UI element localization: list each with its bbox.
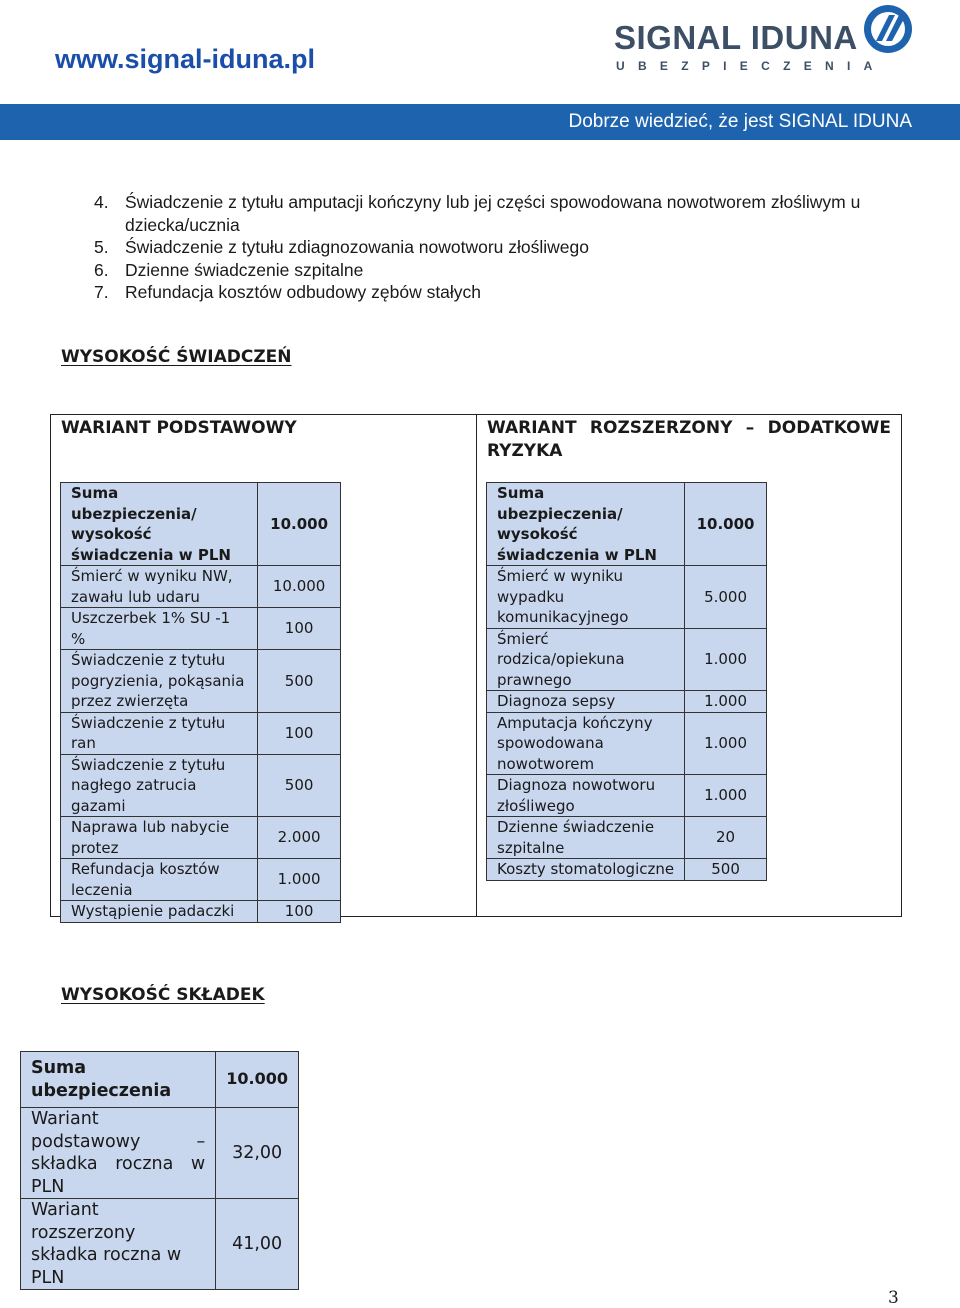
row-label: Śmierć w wyniku NW, zawału lub udaru: [61, 566, 258, 608]
row-value: 1.000: [258, 859, 341, 901]
premiums-header-value: 10.000: [216, 1052, 299, 1108]
table-row: [21, 1199, 299, 1290]
premium-row-value: 41,00: [216, 1199, 299, 1290]
list-item-text: Świadczenie z tytułu amputacji kończyny lub jej części spowodowana nowotworem złośliwym u dziecka/ucznia: [125, 192, 861, 235]
list-item: [94, 191, 924, 236]
table-row: [61, 817, 341, 859]
premiums-heading: WYSOKOŚĆ SKŁADEK: [61, 985, 265, 1005]
row-label: Śmierć w wyniku wypadku komunikacyjnego: [487, 566, 685, 629]
signal-iduna-logo: [612, 5, 922, 77]
tagline-text: Dobrze wiedzieć, że jest SIGNAL IDUNA: [568, 111, 912, 132]
row-label: Świadczenie z tytułu nagłego zatrucia gazami: [61, 754, 258, 817]
basic-header-value: 10.000: [258, 483, 341, 566]
extended-variant-table: [486, 482, 767, 881]
row-label: Diagnoza sepsy: [487, 691, 685, 713]
row-value: 5.000: [685, 566, 767, 629]
extended-header-label: Suma ubezpieczenia/ wysokość świadczenia w PLN: [487, 483, 685, 566]
list-item: [94, 236, 924, 259]
table-row: [487, 775, 767, 817]
row-value: 1.000: [685, 712, 767, 775]
row-label: Świadczenie z tytułu ran: [61, 712, 258, 754]
table-row: [21, 1108, 299, 1199]
site-url[interactable]: www.signal-iduna.pl: [55, 44, 316, 74]
table-row: [61, 650, 341, 713]
premiums-table: [20, 1051, 299, 1290]
list-item-number: 6.: [94, 259, 109, 280]
row-label: Amputacja kończyny spowodowana nowotworem: [487, 712, 685, 775]
row-value: 20: [685, 817, 767, 859]
row-value: 500: [258, 754, 341, 817]
basic-variant-title: WARIANT PODSTAWOWY: [61, 418, 297, 438]
row-value: 1.000: [685, 628, 767, 691]
tagline-banner: [0, 104, 960, 140]
premium-row-label: Wariant podstawowy –składka roczna w PLN: [21, 1108, 216, 1199]
table-row: [487, 566, 767, 629]
list-item: [94, 281, 924, 304]
row-value: 10.000: [258, 566, 341, 608]
table-row: [487, 859, 767, 881]
premium-row-value: 32,00: [216, 1108, 299, 1199]
row-value: 1.000: [685, 691, 767, 713]
table-row: [61, 901, 341, 923]
table-row: [487, 817, 767, 859]
table-row: [21, 1052, 299, 1108]
premiums-header-label: Suma ubezpieczenia: [21, 1052, 216, 1108]
row-value: 100: [258, 712, 341, 754]
table-row: [487, 712, 767, 775]
table-row: [61, 566, 341, 608]
list-item-number: 5.: [94, 237, 109, 257]
row-value: 2.000: [258, 817, 341, 859]
logo-subtitle: UBEZPIECZENIA: [616, 59, 886, 73]
list-item-text: Świadczenie z tytułu zdiagnozowania nowotworu złośliwego: [125, 237, 590, 257]
row-value: 100: [258, 901, 341, 923]
basic-variant-table: [60, 482, 341, 923]
row-label: Śmierć rodzica/opiekuna prawnego: [487, 628, 685, 691]
table-row: [61, 859, 341, 901]
table-row: [61, 608, 341, 650]
row-label: Uszczerbek 1% SU -1 %: [61, 608, 258, 650]
list-item-text: Refundacja kosztów odbudowy zębów stałych: [125, 282, 482, 302]
extended-header-value: 10.000: [685, 483, 767, 566]
page-number: 3: [888, 1288, 899, 1308]
row-value: 100: [258, 608, 341, 650]
column-divider: [476, 415, 477, 916]
table-row: [61, 712, 341, 754]
list-item: [94, 259, 924, 282]
row-label: Naprawa lub nabycie protez: [61, 817, 258, 859]
row-value: 500: [258, 650, 341, 713]
benefits-table: [50, 414, 902, 920]
list-item-text: Dzienne świadczenie szpitalne: [125, 259, 364, 280]
premium-row-label: Wariant rozszerzony składka roczna w PLN: [21, 1199, 216, 1290]
logo-title: SIGNAL IDUNA: [614, 19, 858, 56]
list-item-number: 7.: [94, 282, 109, 302]
logo-mark-icon: [862, 3, 914, 55]
table-row: [487, 483, 767, 566]
row-value: 1.000: [685, 775, 767, 817]
row-label: Refundacja kosztów leczenia: [61, 859, 258, 901]
row-label: Diagnoza nowotworu złośliwego: [487, 775, 685, 817]
row-value: 500: [685, 859, 767, 881]
benefits-heading: WYSOKOŚĆ ŚWIADCZEŃ: [61, 347, 292, 367]
row-label: Koszty stomatologiczne: [487, 859, 685, 881]
row-label: Wystąpienie padaczki: [61, 901, 258, 923]
extended-variant-title: WARIANT ROZSZERZONY – DODATKOWE RYZYKA: [487, 418, 891, 461]
table-row: [487, 628, 767, 691]
row-label: Świadczenie z tytułu pogryzienia, pokąsania przez zwierzęta: [61, 650, 258, 713]
table-row: [487, 691, 767, 713]
row-label: Dzienne świadczenie szpitalne: [487, 817, 685, 859]
table-row: [61, 754, 341, 817]
table-row: [61, 483, 341, 566]
list-item-number: 4.: [94, 192, 109, 212]
basic-header-label: Suma ubezpieczenia/ wysokość świadczenia w PLN: [61, 483, 258, 566]
coverage-list: [94, 191, 924, 304]
